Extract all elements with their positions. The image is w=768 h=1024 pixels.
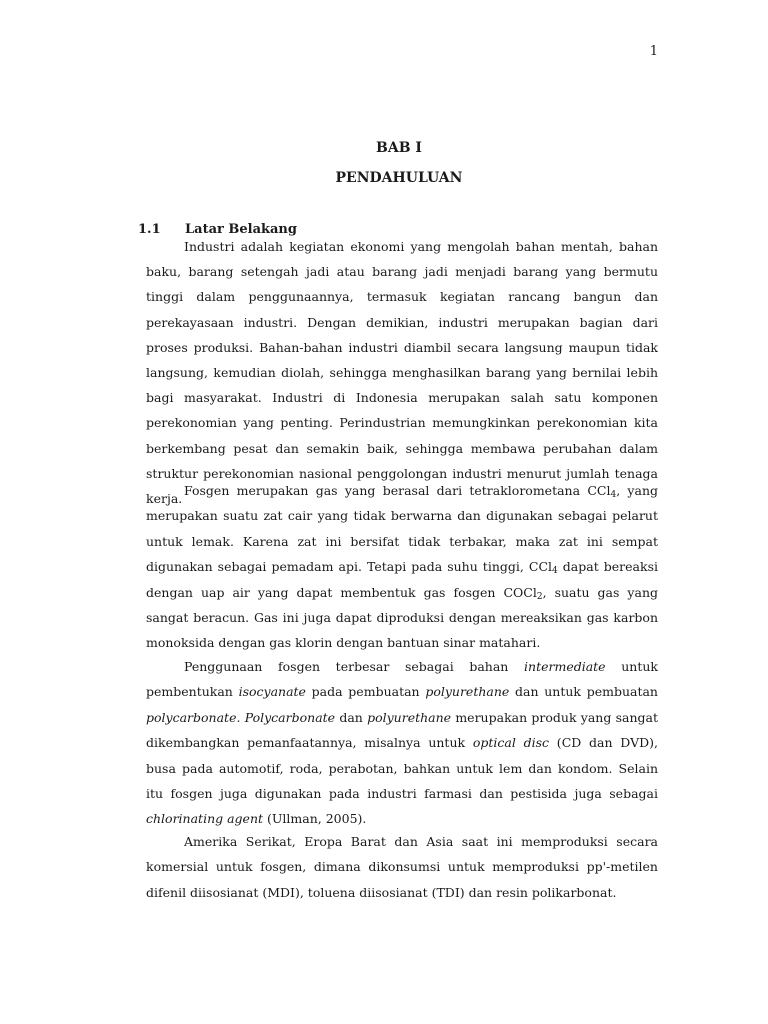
paragraph-industri [146,234,658,511]
subscript: 2 [536,591,543,602]
italic-term: polycarbonate. Polycarbonate [146,709,336,725]
section-title: Latar Belakang [185,222,297,237]
italic-term: polyurethane [367,709,452,725]
paragraph-penggunaan [146,654,658,832]
paragraph-text: Penggunaan fosgen terbesar sebagai bahan intermediate untuk pembentukan isocyanate pada pembuatan polyurethane dan untuk pembuatan polycarbonate. Polycarbonate dan polyurethane merupakan produk yang sangat dikembangkan pemanfaatannya, misalnya untuk optical disc (CD dan DVD), busa pada automotif, roda, perabotan, bahkan untuk lem dan kondom. Selain itu fosgen juga digunakan pada industri farmasi dan pestisida juga sebagai chlorinating agent (Ullman, 2005). [146,659,659,827]
chapter-number: BAB I [376,140,422,156]
italic-term: chlorinating agent [146,811,264,827]
subscript: 4 [552,566,558,577]
subscript: 4 [610,490,617,500]
paragraph-text: Fosgen merupakan gas yang berasal dari tetraklorometana CCl$_4$, yang merupakan suatu zat cair yang tidak berwarna dan digunakan sebagai pelarut untuk lemak. Karena zat ini bersifat tidak terbakar, maka zat ini sempat digunakan sebagai pemadam api. Tetapi pada suhu tinggi, CCl$_4$ dapat bereaksi dengan uap air yang dapat membentuk gas fosgen COCl$_2$, suatu gas yang sangat beracun. Gas ini juga dapat diproduksi dengan mereaksikan gas karbon monoksida dengan gas klorin dengan bantuan sinar matahari. [146,483,658,651]
italic-term: intermediate [524,659,606,674]
paragraph-text: Industri adalah kegiatan ekonomi yang mengolah bahan mentah, bahan baku, barang setengah jadi atau barang jadi menjadi barang yang bermutu tinggi dalam penggunaannya, termasuk kegiatan rancang bangun dan perekayasaan industri. Dengan demikian, industri merupakan bagian dari proses produksi. Bahan-bahan industri diambil secara langsung maupun tidak langsung, kemudian diolah, sehingga menghasilkan barang yang bernilai lebih bagi masyarakat. Industri di Indonesia merupakan salah satu komponen perekonomian yang penting. Perindustrian memungkinkan perekonomian kita berkembang pesat dan semakin baik, sehingga membawa perubahan dalam struktur perekonomian nasional penggolongan industri menurut jumlah tenaga kerja. [146,239,658,507]
paragraph-fosgen [146,478,658,656]
italic-term: optical disc [472,735,550,751]
italic-term: isocyanate [238,684,306,700]
paragraph-text: Amerika Serikat, Eropa Barat dan Asia saat ini memproduksi secara komersial untuk fosgen, dimana dikonsumsi untuk memproduksi pp'-metilen difenil diisosianat (MDI), toluena diisosianat (TDI) dan resin polikarbonat. [146,834,658,900]
page-number: 1 [649,44,658,59]
section-number: 1.1 [138,222,161,237]
paragraph-produksi [146,829,658,905]
italic-term: polyurethane [425,684,510,700]
chapter-title: PENDAHULUAN [335,170,463,186]
